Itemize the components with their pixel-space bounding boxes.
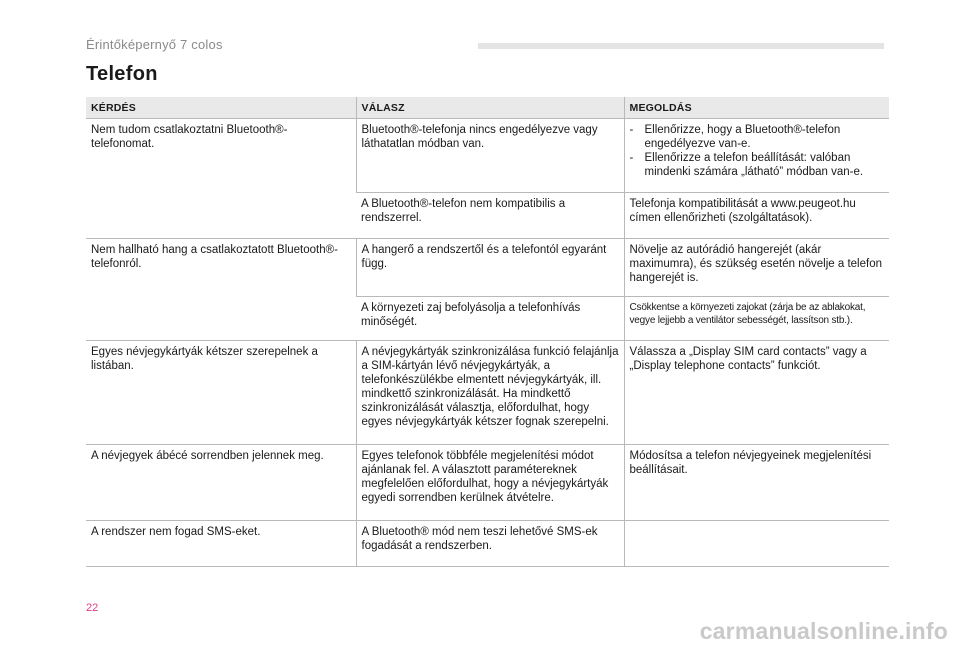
table-header-row [86,97,889,119]
table-row [86,119,889,193]
question-cell: Egyes névjegykártyák kétszer szerepelnek a listában. [86,341,356,445]
answer-cell: A névjegykártyák szinkronizálása funkció felajánlja a SIM-kártyán lévő névjegykártyák, a telefonkészülékbe elmentett névjegykártyák, ill. mindkettő szinkronizálását. Ha mindkettő szinkronizálását választja, előfordulhat, hogy egyes névjegykártyák kétszer fognak szerepelni. [356,341,624,445]
table-row [86,445,889,521]
solution-cell: Csökkentse a környezeti zajokat (zárja be az ablakokat, vegye lejjebb a ventilátor sebességét, lassítson stb.). [629,302,866,326]
page-number: 22 [86,602,99,614]
solution-bullet-text: Ellenőrizze a telefon beállítását: valóban mindenki számára „látható” módban van-e. [644,152,864,178]
answer-cell: A Bluetooth®-telefon nem kompatibilis a rendszerrel. [356,193,624,239]
column-header-answer: VÁLASZ [356,97,624,119]
answer-cell: A hangerő a rendszertől és a telefontól egyaránt függ. [356,239,624,297]
column-header-question: KÉRDÉS [86,97,356,119]
solution-cell: Módosítsa a telefon névjegyeinek megjelenítési beállításait. [624,445,889,521]
solution-bullet: - Ellenőrizze, hogy a Bluetooth®-telefon engedélyezve van-e. [630,123,885,151]
answer-cell: Egyes telefonok többféle megjelenítési módot ajánlanak fel. A választott paramétereknek megfelelően előfordulhat, hogy a névjegykártyák egyedi sorrendben kerülnek átvételre. [356,445,624,521]
header-divider-bar [478,43,884,49]
solution-bullet: - Ellenőrizze a telefon beállítását: valóban mindenki számára „látható” módban van-e. [630,151,885,179]
table-row [86,341,889,445]
page-title: Telefon [86,63,158,85]
table-row [86,239,889,297]
question-cell: Nem hallható hang a csatlakoztatott Bluetooth®-telefonról. [86,239,356,341]
solution-cell: Válassza a „Display SIM card contacts” vagy a „Display telephone contacts” funkciót. [624,341,889,445]
section-header: Érintőképernyő 7 colos [86,37,223,52]
answer-cell: Bluetooth®-telefonja nincs engedélyezve vagy láthatatlan módban van. [356,119,624,193]
watermark: carmanualsonline.info [699,618,948,644]
solution-cell: Növelje az autórádió hangerejét (akár maximumra), és szükség esetén növelje a telefon hangerejét is. [624,239,889,297]
table-row [86,521,889,567]
question-cell: A rendszer nem fogad SMS-eket. [86,521,356,567]
question-cell: A névjegyek ábécé sorrendben jelennek meg. [86,445,356,521]
solution-bullet-text: Ellenőrizze, hogy a Bluetooth®-telefon engedélyezve van-e. [644,124,841,150]
solution-cell [624,119,889,193]
solution-cell: Telefonja kompatibilitását a www.peugeot.hu címen ellenőrizheti (szolgáltatások). [624,193,889,239]
question-cell: Nem tudom csatlakoztatni Bluetooth®-telefonomat. [86,119,356,239]
answer-cell: A Bluetooth® mód nem teszi lehetővé SMS-ek fogadását a rendszerben. [356,521,624,567]
answer-cell: A környezeti zaj befolyásolja a telefonhívás minőségét. [356,297,624,341]
column-header-solution: MEGOLDÁS [624,97,889,119]
troubleshooting-table [86,97,889,567]
solution-cell [624,521,889,567]
